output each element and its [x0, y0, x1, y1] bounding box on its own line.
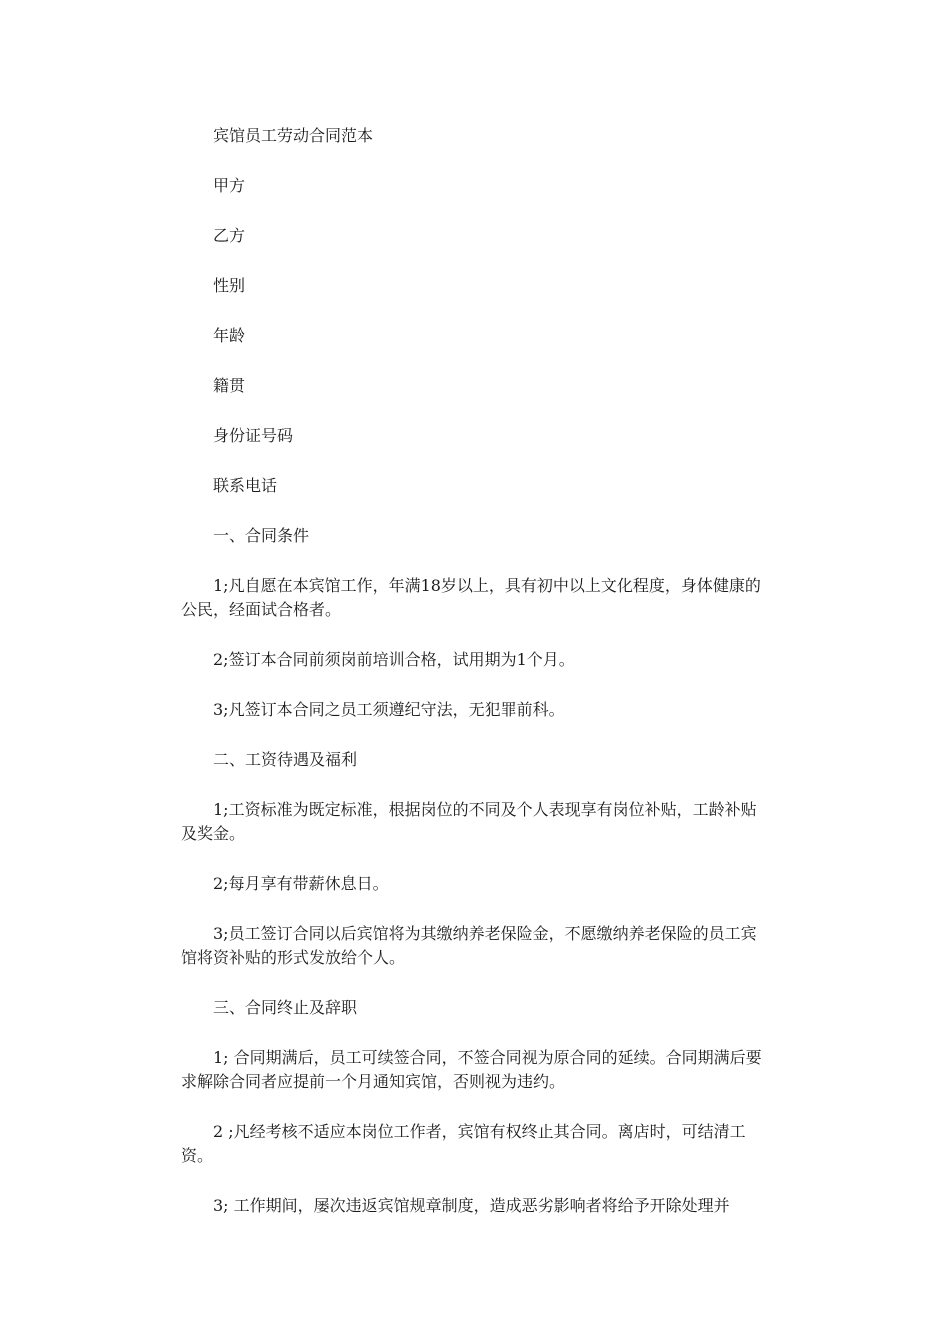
- section-paragraph: 1; 合同期满后，员工可续签合同，不签合同视为原合同的延续。合同期满后要求解除合同者应提前一个月通知宾馆，否则视为违约。: [181, 1048, 762, 1091]
- field-age: 年龄: [213, 326, 246, 345]
- field-native-place: 籍贯: [213, 376, 246, 395]
- section-paragraph: 2 ;凡经考核不适应本岗位工作者，宾馆有权终止其合同。离店时，可结清工资。: [181, 1122, 746, 1165]
- section-paragraph: 3; 工作期间，屡次违返宾馆规章制度，造成恶劣影响者将给予开除处理并: [213, 1196, 730, 1215]
- section-heading: 一、合同条件: [213, 526, 310, 545]
- field-party-a: 甲方: [213, 176, 246, 195]
- document-title: 宾馆员工劳动合同范本: [213, 126, 374, 145]
- section-heading: 三、合同终止及辞职: [213, 998, 358, 1017]
- section-paragraph: 1;凡自愿在本宾馆工作，年满18岁以上，具有初中以上文化程度，身体健康的公民，经面试合格者。: [181, 576, 761, 619]
- document-body: [181, 124, 771, 1218]
- section-paragraph: 1;工资标准为既定标准，根据岗位的不同及个人表现享有岗位补贴，工龄补贴及奖金。: [181, 800, 757, 843]
- section-paragraph: 2;每月享有带薪休息日。: [213, 874, 389, 893]
- section-paragraph: 3;凡签订本合同之员工须遵纪守法，无犯罪前科。: [213, 700, 565, 719]
- field-id-number: 身份证号码: [213, 426, 294, 445]
- section-heading: 二、工资待遇及福利: [213, 750, 358, 769]
- field-phone: 联系电话: [213, 476, 278, 495]
- section-paragraph: 2;签订本合同前须岗前培训合格，试用期为1个月。: [213, 650, 575, 669]
- section-paragraph: 3;员工签订合同以后宾馆将为其缴纳养老保险金，不愿缴纳养老保险的员工宾馆将资补贴的形式发放给个人。: [181, 924, 757, 967]
- field-party-b: 乙方: [213, 226, 246, 245]
- field-gender: 性别: [213, 276, 246, 295]
